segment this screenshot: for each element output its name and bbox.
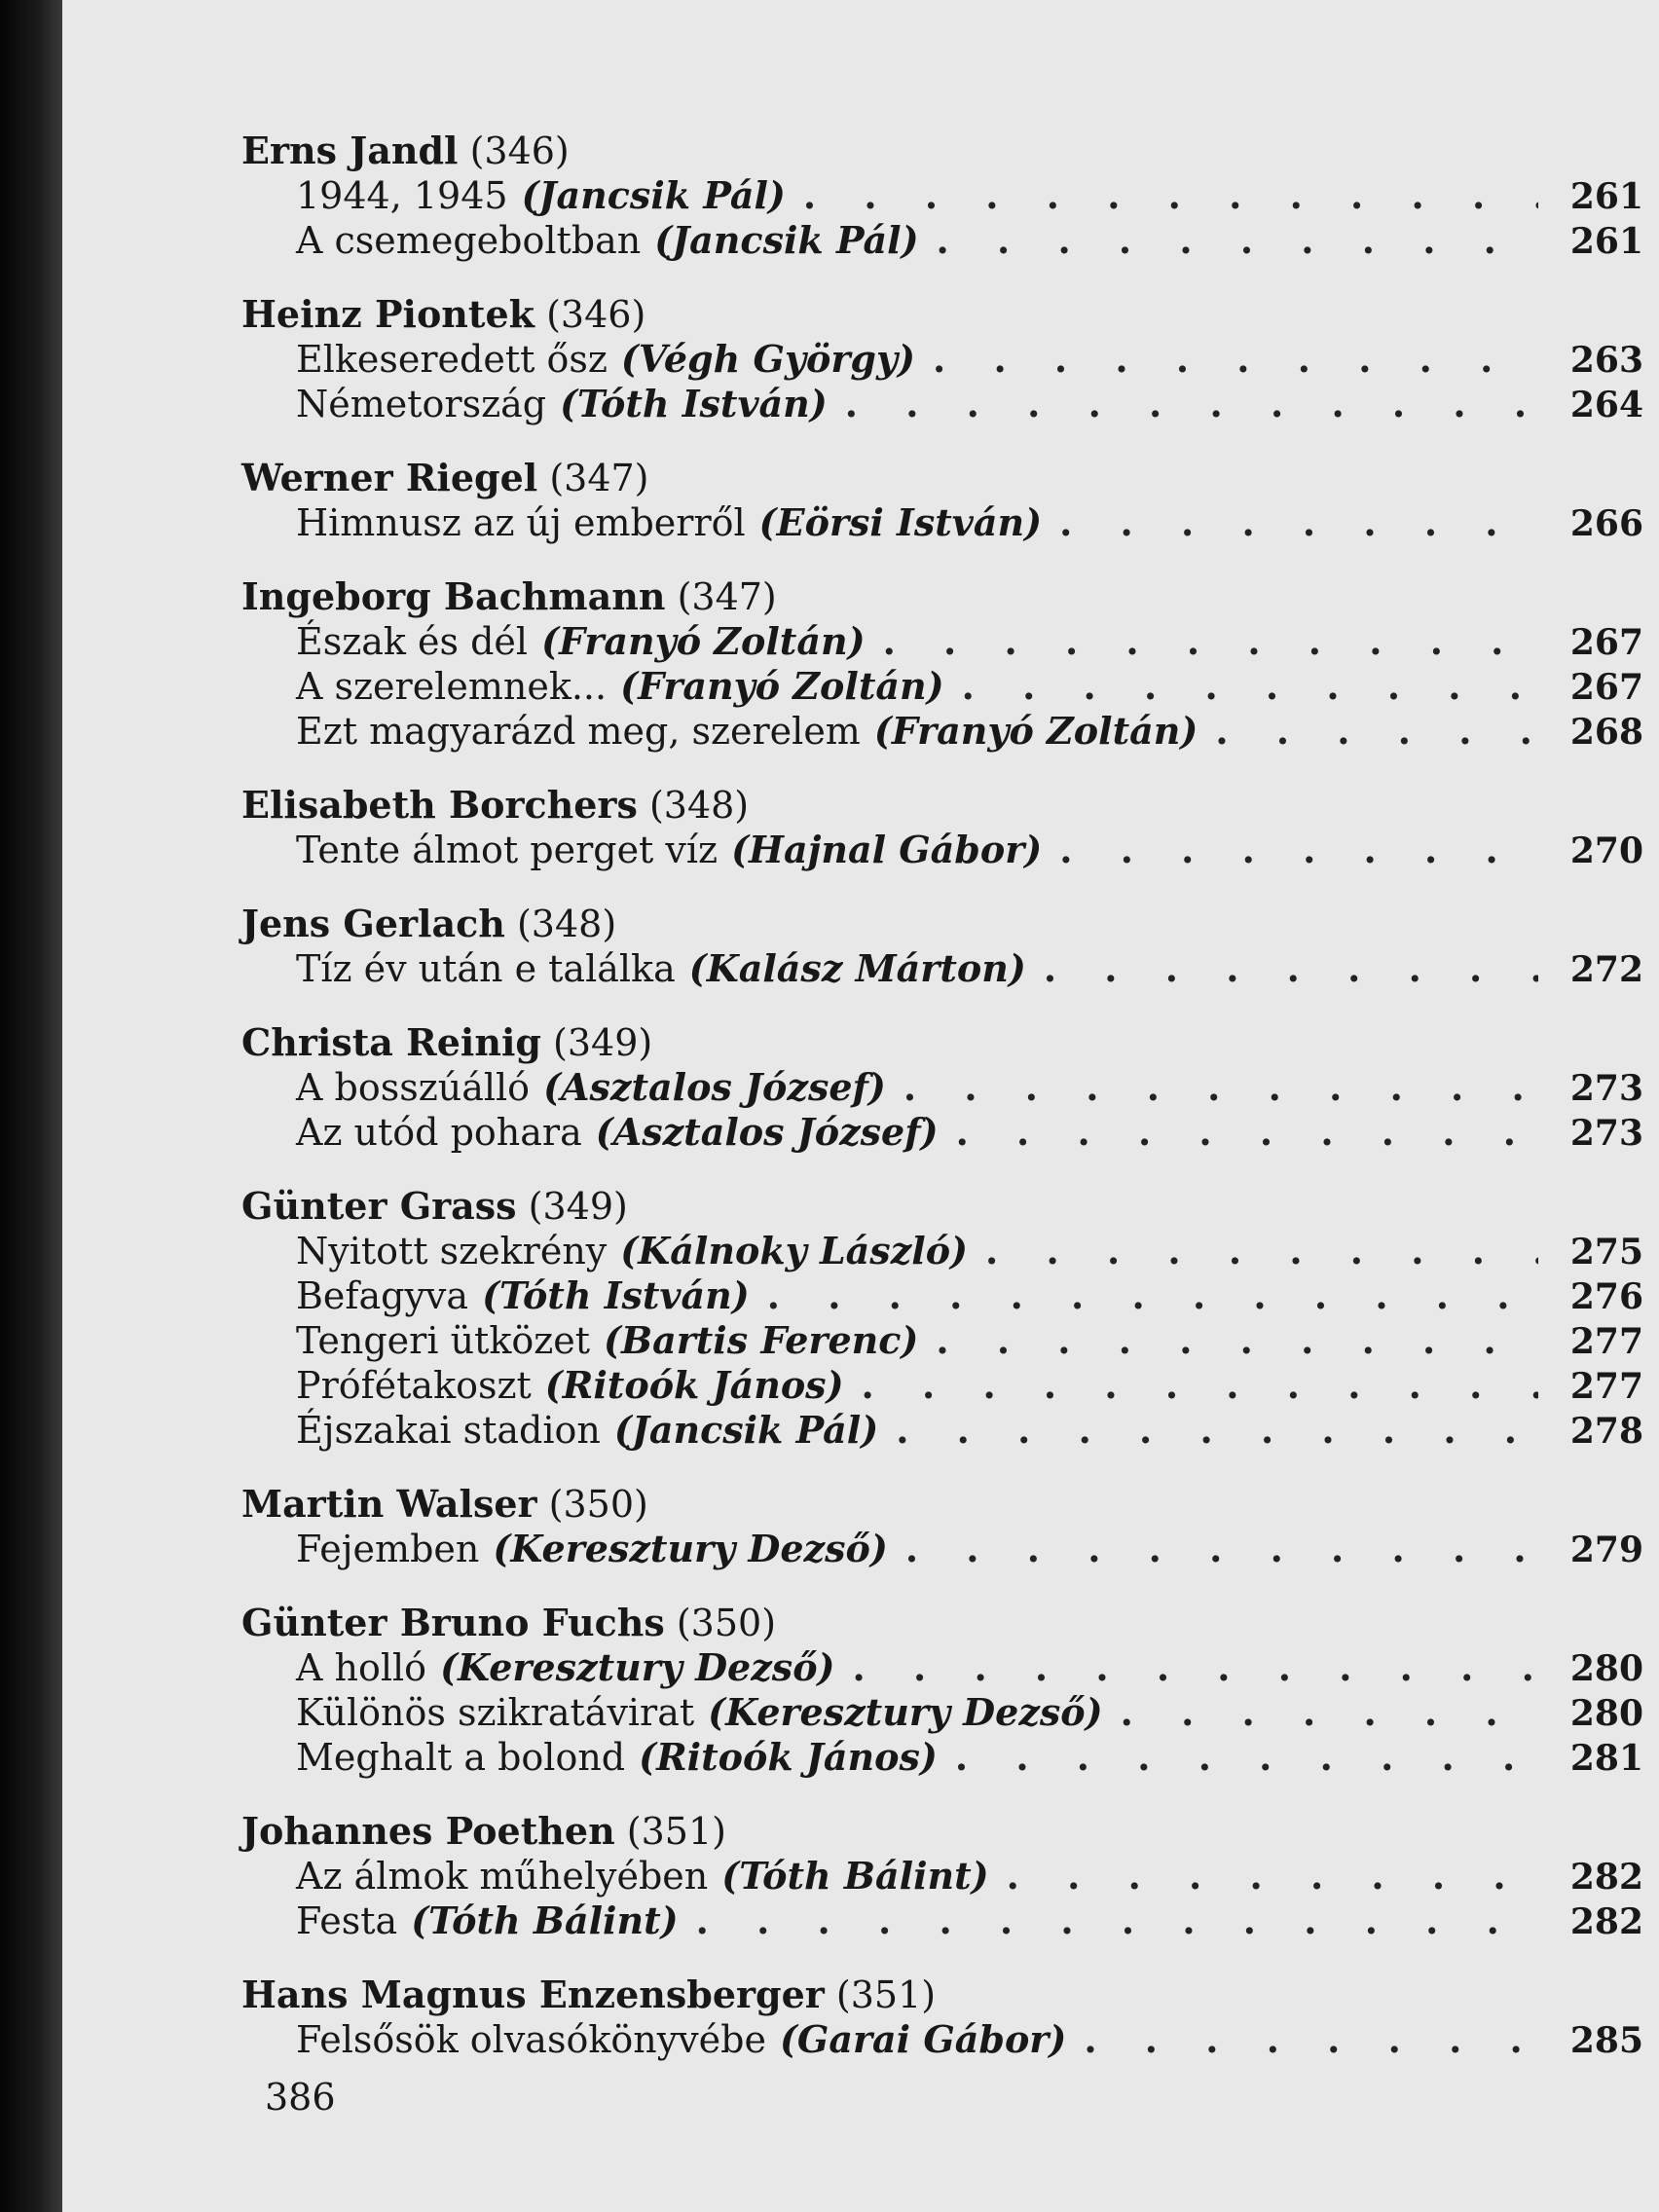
author-name: Hans Magnus Enzensberger xyxy=(241,1972,825,2016)
toc-entry xyxy=(241,218,1643,263)
author-bio-page-ref: (346) xyxy=(469,129,570,172)
entry-page-number: 277 xyxy=(1569,1366,1643,1407)
toc-entry xyxy=(241,1690,1643,1735)
author-bio-page-ref: (346) xyxy=(546,293,646,336)
poem-title: Elkeseredett ősz xyxy=(296,338,608,381)
author-heading xyxy=(241,456,1643,500)
author-heading xyxy=(241,129,1643,173)
poem-title: Észak és dél xyxy=(296,620,529,663)
entry-page-number: 263 xyxy=(1569,340,1643,381)
poem-title: A bosszúálló xyxy=(296,1066,531,1109)
dot-leader xyxy=(883,619,1538,664)
toc-entry xyxy=(241,1363,1643,1408)
book-page xyxy=(62,0,1659,2212)
translator-name: (Garai Gábor) xyxy=(779,2017,1067,2061)
toc-entry xyxy=(241,173,1643,218)
toc-entry xyxy=(241,1065,1643,1110)
poem-title: Az utód pohara xyxy=(296,1111,582,1154)
toc-entry xyxy=(241,1229,1643,1273)
toc-entry xyxy=(241,709,1643,754)
dot-leader xyxy=(933,337,1538,382)
poem-title: Nyitott szekrény xyxy=(296,1230,608,1272)
dot-leader xyxy=(1215,709,1538,754)
toc-entry xyxy=(241,1110,1643,1155)
entry-page-number: 267 xyxy=(1569,667,1643,708)
translator-name: (Bartis Ferenc) xyxy=(604,1318,919,1362)
author-block xyxy=(241,902,1643,991)
entry-page-number: 281 xyxy=(1569,1738,1643,1779)
author-heading xyxy=(241,1482,1643,1527)
toc-entry xyxy=(241,2017,1643,2062)
dot-leader xyxy=(696,1899,1538,1943)
author-heading xyxy=(241,1020,1643,1065)
poem-title: Meghalt a bolond xyxy=(296,1736,626,1779)
translator-name: (Keresztury Dezső) xyxy=(440,1645,835,1689)
author-block xyxy=(241,783,1643,872)
poem-title: Németország xyxy=(296,383,547,425)
dot-leader xyxy=(962,664,1538,709)
poem-title: A holló xyxy=(296,1646,427,1689)
dot-leader xyxy=(955,1735,1538,1780)
dot-leader xyxy=(896,1408,1538,1453)
translator-name: (Kalász Márton) xyxy=(688,946,1026,990)
author-name: Werner Riegel xyxy=(241,456,538,499)
author-bio-page-ref: (348) xyxy=(648,784,750,827)
author-name: Günter Bruno Fuchs xyxy=(241,1601,665,1644)
author-block xyxy=(241,129,1643,263)
toc-entry xyxy=(241,337,1643,382)
toc-entry xyxy=(241,500,1643,545)
author-bio-page-ref: (351) xyxy=(626,1810,726,1853)
author-block xyxy=(241,456,1643,545)
author-block xyxy=(241,1482,1643,1571)
dot-leader xyxy=(803,173,1538,218)
poem-title: A szerelemnek... xyxy=(296,665,608,708)
translator-name: (Jancsik Pál) xyxy=(521,173,786,217)
dot-leader xyxy=(767,1273,1538,1318)
author-heading xyxy=(241,292,1643,337)
author-name: Johannes Poethen xyxy=(241,1809,615,1853)
entry-page-number: 280 xyxy=(1569,1648,1643,1689)
poem-title: Tente álmot perget víz xyxy=(296,829,719,871)
translator-name: (Franyó Zoltán) xyxy=(541,619,866,663)
translator-name: (Eörsi István) xyxy=(758,500,1043,544)
author-bio-page-ref: (349) xyxy=(553,1021,653,1064)
translator-name: (Ritoók János) xyxy=(639,1735,938,1779)
author-heading xyxy=(241,1972,1643,2017)
translator-name: (Tóth István) xyxy=(482,1273,750,1317)
author-name: Elisabeth Borchers xyxy=(241,783,638,827)
dot-leader xyxy=(845,382,1538,426)
author-block xyxy=(241,1809,1643,1943)
entry-page-number: 276 xyxy=(1569,1276,1643,1317)
translator-name: (Hajnal Gábor) xyxy=(731,828,1043,871)
entry-page-number: 278 xyxy=(1569,1411,1643,1452)
author-block xyxy=(241,1601,1643,1780)
translator-name: (Kálnoky László) xyxy=(620,1229,969,1272)
entry-page-number: 272 xyxy=(1569,949,1643,990)
dot-leader xyxy=(1084,2017,1538,2062)
dot-leader xyxy=(937,218,1538,263)
dot-leader xyxy=(985,1229,1538,1273)
entry-page-number: 261 xyxy=(1569,176,1643,217)
poem-title: Tíz év után e találka xyxy=(296,947,676,990)
toc-entry xyxy=(241,1899,1643,1943)
dot-leader xyxy=(862,1363,1538,1408)
entry-page-number: 275 xyxy=(1569,1232,1643,1272)
dot-leader xyxy=(936,1318,1538,1363)
author-block xyxy=(241,574,1643,754)
author-bio-page-ref: (349) xyxy=(528,1185,628,1228)
translator-name: (Tóth Bálint) xyxy=(411,1899,679,1942)
entry-page-number: 264 xyxy=(1569,385,1643,425)
dot-leader xyxy=(1007,1854,1538,1899)
dot-leader xyxy=(956,1110,1538,1155)
toc-entry xyxy=(241,1273,1643,1318)
translator-name: (Asztalos József) xyxy=(595,1110,939,1154)
dot-leader xyxy=(1044,946,1538,991)
poem-title: Himnusz az új emberről xyxy=(296,501,746,544)
poem-title: Éjszakai stadion xyxy=(296,1409,601,1452)
poem-title: 1944, 1945 xyxy=(296,174,508,217)
dot-leader xyxy=(853,1645,1538,1690)
entry-page-number: 282 xyxy=(1569,1901,1643,1942)
entry-page-number: 285 xyxy=(1569,2020,1643,2061)
entry-page-number: 279 xyxy=(1569,1530,1643,1570)
entry-page-number: 266 xyxy=(1569,503,1643,544)
toc-entry xyxy=(241,619,1643,664)
toc-entry xyxy=(241,1318,1643,1363)
author-name: Christa Reinig xyxy=(241,1020,541,1064)
entry-page-number: 280 xyxy=(1569,1693,1643,1734)
toc-entry xyxy=(241,382,1643,426)
author-name: Martin Walser xyxy=(241,1482,537,1526)
translator-name: (Végh György) xyxy=(620,337,915,381)
translator-name: (Tóth István) xyxy=(560,382,828,425)
author-heading xyxy=(241,1809,1643,1854)
author-bio-page-ref: (348) xyxy=(516,903,617,945)
author-bio-page-ref: (347) xyxy=(677,575,777,618)
poem-title: Festa xyxy=(296,1899,398,1942)
poem-title: Felsősök olvasókönyvébe xyxy=(296,2018,766,2061)
poem-title: Ezt magyarázd meg, szerelem xyxy=(296,710,861,753)
author-block xyxy=(241,1972,1643,2062)
author-heading xyxy=(241,1601,1643,1645)
poem-title: Fejemben xyxy=(296,1528,480,1570)
toc-entry xyxy=(241,828,1643,872)
toc-entry xyxy=(241,1527,1643,1571)
poem-title: A csemegeboltban xyxy=(296,219,642,262)
author-bio-page-ref: (351) xyxy=(835,1973,937,2016)
translator-name: (Asztalos József) xyxy=(543,1065,886,1109)
author-name: Jens Gerlach xyxy=(241,902,505,945)
author-bio-page-ref: (347) xyxy=(549,457,649,499)
author-heading xyxy=(241,902,1643,946)
poem-title: Az álmok műhelyében xyxy=(296,1855,709,1898)
author-name: Heinz Piontek xyxy=(241,292,535,336)
dot-leader xyxy=(903,1065,1538,1110)
poem-title: Befagyva xyxy=(296,1274,469,1317)
author-heading xyxy=(241,1184,1643,1229)
dot-leader xyxy=(1059,828,1538,872)
author-block xyxy=(241,1184,1643,1453)
author-block xyxy=(241,292,1643,426)
translator-name: (Keresztury Dezső) xyxy=(493,1527,888,1570)
entry-page-number: 273 xyxy=(1569,1113,1643,1154)
translator-name: (Franyó Zoltán) xyxy=(620,664,944,708)
author-bio-page-ref: (350) xyxy=(676,1602,777,1644)
toc-entry xyxy=(241,1854,1643,1899)
entry-page-number: 282 xyxy=(1569,1857,1643,1898)
translator-name: (Keresztury Dezső) xyxy=(708,1690,1103,1734)
toc-entry xyxy=(241,1408,1643,1453)
dot-leader xyxy=(1121,1690,1538,1735)
author-bio-page-ref: (350) xyxy=(548,1483,648,1526)
entry-page-number: 277 xyxy=(1569,1321,1643,1362)
translator-name: (Jancsik Pál) xyxy=(613,1408,879,1452)
page-number: 386 xyxy=(265,2076,336,2119)
toc-entry xyxy=(241,1645,1643,1690)
toc-entry xyxy=(241,946,1643,991)
toc-entry xyxy=(241,664,1643,709)
entry-page-number: 273 xyxy=(1569,1068,1643,1109)
poem-title: Tengeri ütközet xyxy=(296,1319,590,1362)
entry-page-number: 267 xyxy=(1569,622,1643,663)
author-heading xyxy=(241,783,1643,828)
author-block xyxy=(241,1020,1643,1155)
entry-page-number: 268 xyxy=(1569,712,1643,753)
dot-leader xyxy=(1059,500,1538,545)
author-name: Günter Grass xyxy=(241,1184,517,1228)
poem-title: Prófétakoszt xyxy=(296,1364,532,1407)
author-name: Erns Jandl xyxy=(241,129,459,172)
entry-page-number: 270 xyxy=(1569,830,1643,871)
entry-page-number: 261 xyxy=(1569,221,1643,262)
translator-name: (Tóth Bálint) xyxy=(721,1854,989,1898)
translator-name: (Jancsik Pál) xyxy=(654,218,919,262)
table-of-contents xyxy=(241,129,1643,2091)
translator-name: (Ritoók János) xyxy=(544,1363,844,1407)
translator-name: (Franyó Zoltán) xyxy=(873,709,1198,753)
dot-leader xyxy=(905,1527,1538,1571)
poem-title: Különös szikratávirat xyxy=(296,1691,695,1734)
toc-entry xyxy=(241,1735,1643,1780)
author-name: Ingeborg Bachmann xyxy=(241,574,666,618)
book-spine-shadow xyxy=(0,0,62,2212)
author-heading xyxy=(241,574,1643,619)
